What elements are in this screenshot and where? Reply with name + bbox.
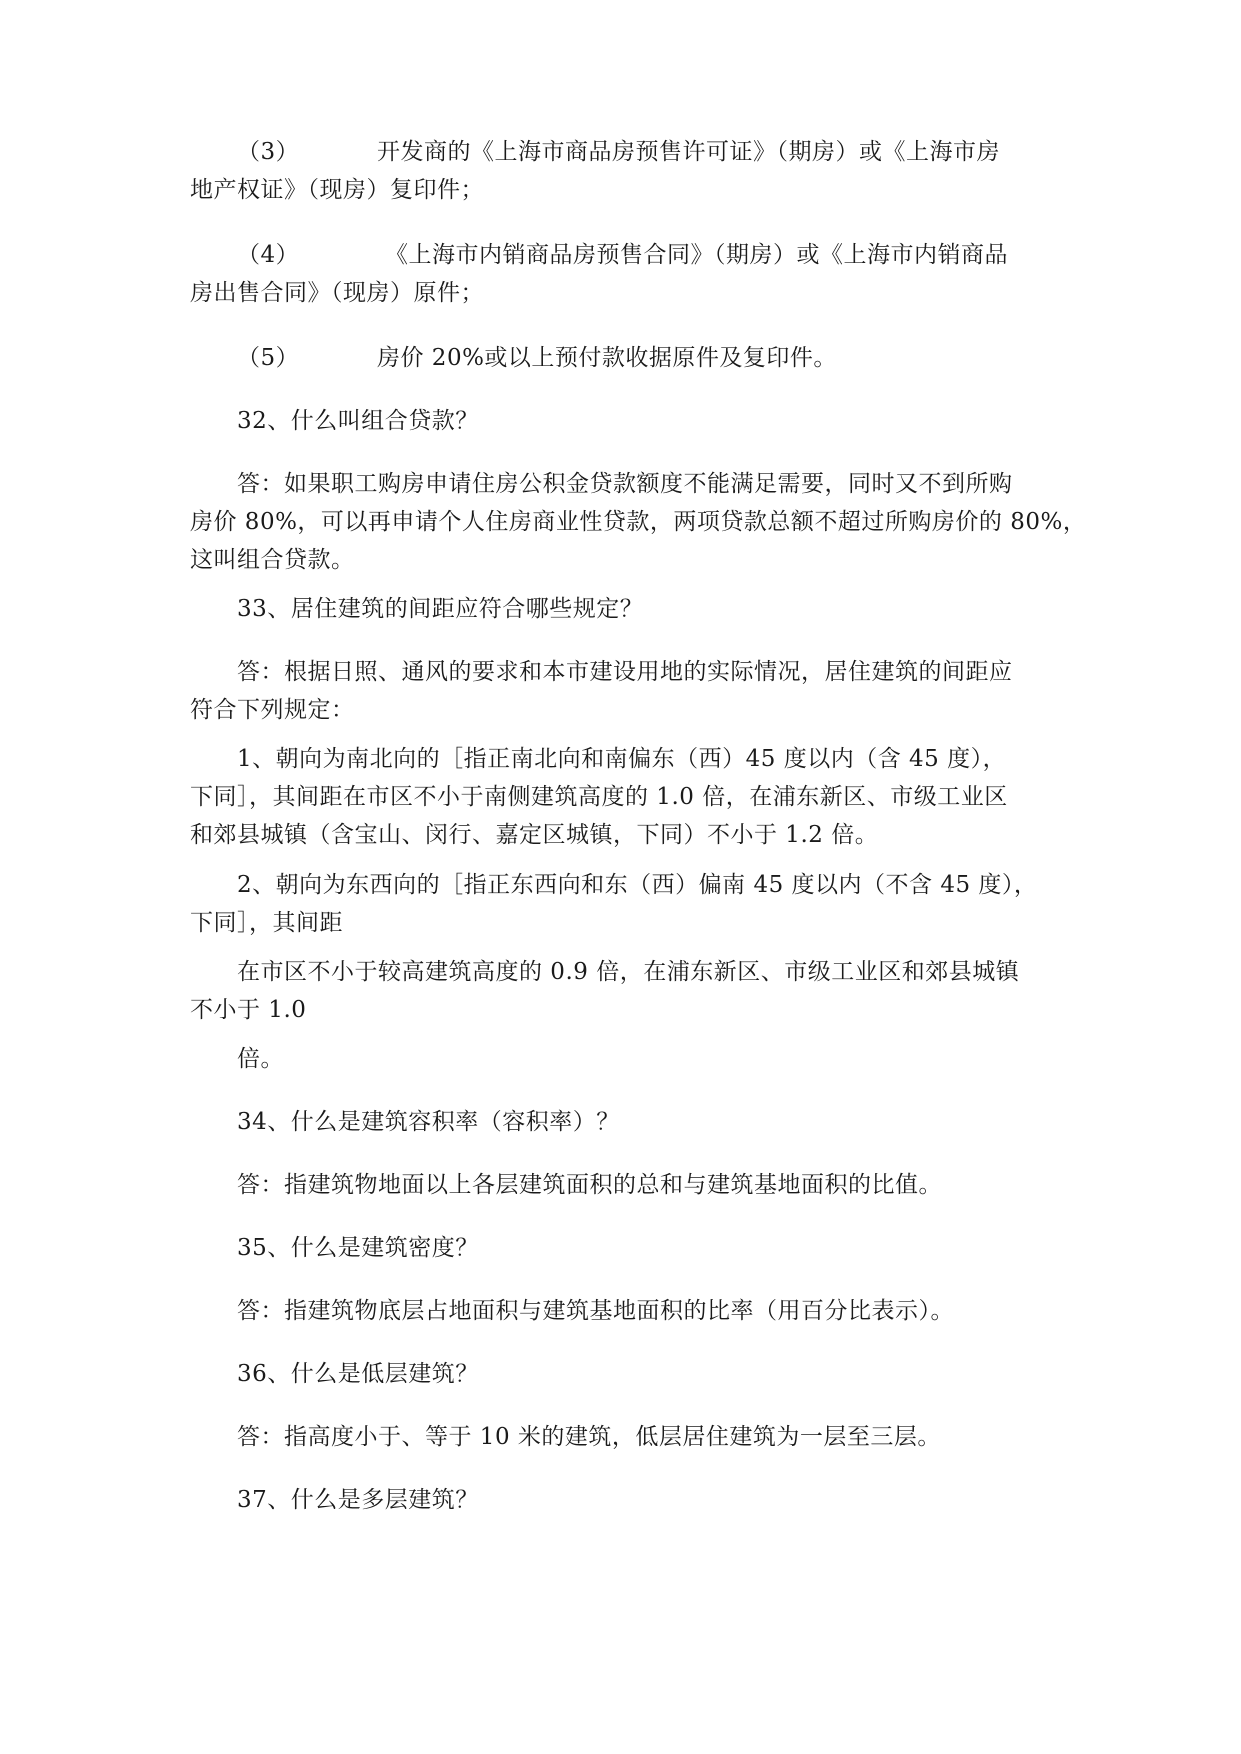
item-number: （4） [237,242,300,268]
item-number: （5） [237,345,300,371]
item-text: 房价 20%或以上预付款收据原件及复印件。 [377,345,837,371]
rule-2: 2、朝向为东西向的［指正东西向和东（西）偏南 45 度以内（不含 45 度）， 下同］，其间距 [190,872,1038,936]
item-text-continued: 地产权证》（现房）复印件； [190,177,484,203]
rule-2-end: 倍。 [237,1046,284,1072]
question-35: 35、什么是建筑密度？ [237,1235,479,1261]
question-36: 36、什么是低层建筑？ [237,1361,479,1387]
list-item-5 [190,339,1060,377]
rule-1: 1、朝向为南北向的［指正南北向和南偏东（西）45 度以内（含 45 度）， 下同］，其间距在市区不小于南侧建筑高度的 1.0 倍，在浦东新区、市级工业区 和郊县城镇（含宝山、闵行、嘉定区城镇，下同）不小于 1.2 倍。 [190,746,1008,848]
list-item-3 [190,133,1060,209]
list-item-4 [190,236,1060,312]
item-text: 《上海市内销商品房预售合同》（期房）或《上海市内销商品 [385,242,1008,268]
question-37: 37、什么是多层建筑？ [237,1487,479,1513]
answer-33: 答：根据日照、通风的要求和本市建设用地的实际情况，居住建筑的间距应 符合下列规定： [190,659,1013,723]
answer-35: 答：指建筑物底层占地面积与建筑基地面积的比率（用百分比表示）。 [237,1298,954,1324]
question-33: 33、居住建筑的间距应符合哪些规定？ [237,596,644,622]
item-text-continued: 房出售合同》（现房）原件； [190,280,484,306]
item-text: 开发商的《上海市商品房预售许可证》（期房）或《上海市房 [377,139,1000,165]
question-32: 32、什么叫组合贷款？ [237,408,479,434]
item-number: （3） [237,139,300,165]
question-34: 34、什么是建筑容积率（容积率）？ [237,1109,620,1135]
answer-34: 答：指建筑物地面以上各层建筑面积的总和与建筑基地面积的比值。 [237,1172,942,1198]
rule-2-continued: 在市区不小于较高建筑高度的 0.9 倍，在浦东新区、市级工业区和郊县城镇 不小于 1.0 [190,959,1020,1023]
answer-36: 答：指高度小于、等于 10 米的建筑，低层居住建筑为一层至三层。 [237,1424,941,1450]
answer-32: 答：如果职工购房申请住房公积金贷款额度不能满足需要，同时又不到所购 房价 80%，可以再申请个人住房商业性贷款，两项贷款总额不超过所购房价的 80%， 这叫组合贷款。 [190,471,1087,573]
